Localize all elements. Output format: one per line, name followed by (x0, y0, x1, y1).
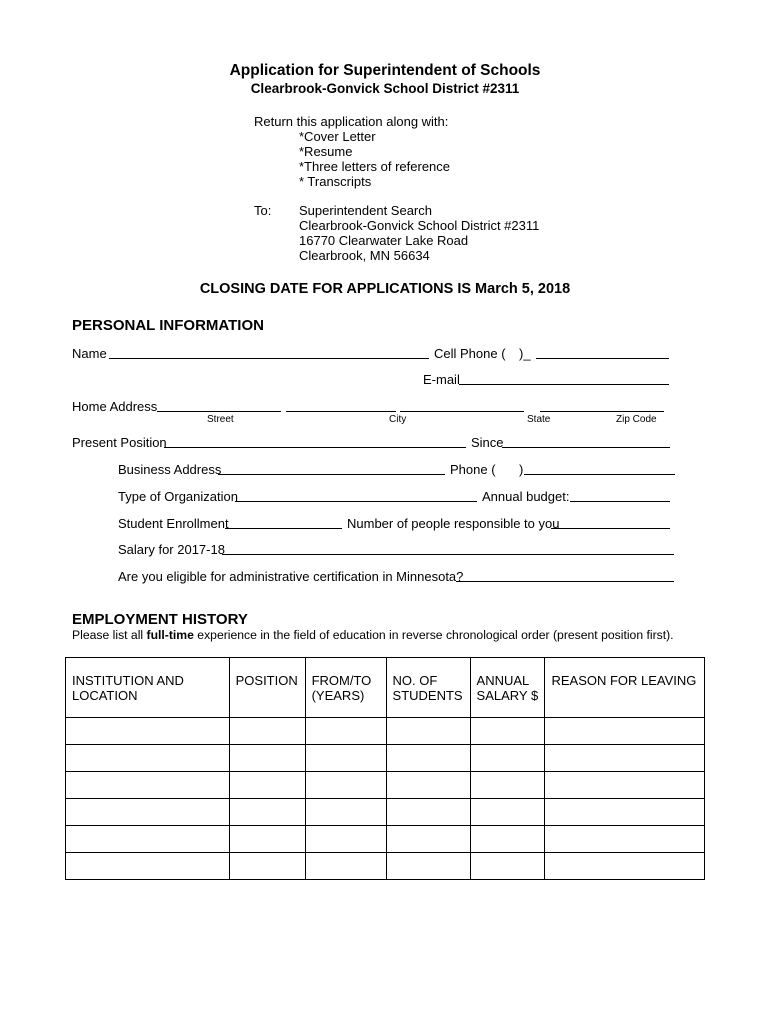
table-cell[interactable] (470, 853, 545, 880)
certification-label: Are you eligible for administrative certification in Minnesota? (118, 569, 464, 584)
table-row (66, 772, 705, 799)
present-position-label: Present Position (72, 435, 167, 450)
table-cell[interactable] (305, 853, 386, 880)
column-header: REASON FOR LEAVING (545, 658, 705, 718)
table-cell[interactable] (470, 772, 545, 799)
table-cell[interactable] (305, 772, 386, 799)
address-line: Superintendent Search (299, 203, 432, 218)
org-type-field[interactable] (235, 501, 477, 502)
table-cell[interactable] (386, 745, 470, 772)
table-cell[interactable] (66, 718, 230, 745)
name-field[interactable] (109, 358, 429, 359)
table-cell[interactable] (545, 772, 705, 799)
table-row (66, 799, 705, 826)
return-item: *Three letters of reference (299, 159, 451, 174)
table-row (66, 718, 705, 745)
address-line: Clearbrook, MN 56634 (299, 248, 430, 263)
table-cell[interactable] (229, 799, 305, 826)
cell-phone-label: Cell Phone ( (434, 346, 506, 361)
table-cell[interactable] (66, 799, 230, 826)
district-name: Clearbrook-Gonvick School District #2311 (250, 81, 520, 96)
table-cell[interactable] (386, 853, 470, 880)
table-cell[interactable] (545, 745, 705, 772)
table-cell[interactable] (470, 826, 545, 853)
to-label: To: (254, 203, 272, 218)
table-cell[interactable] (229, 718, 305, 745)
table-cell[interactable] (66, 826, 230, 853)
closing-date: CLOSING DATE FOR APPLICATIONS IS March 5, 2018 (199, 281, 571, 297)
column-header: FROM/TO (YEARS) (305, 658, 386, 718)
state-field[interactable] (400, 411, 524, 412)
table-cell[interactable] (305, 745, 386, 772)
employment-history-heading: EMPLOYMENT HISTORY (72, 611, 248, 628)
home-address-label: Home Address (72, 399, 158, 414)
table-cell[interactable] (545, 853, 705, 880)
table-cell[interactable] (470, 799, 545, 826)
phone-paren: ) (519, 462, 524, 477)
employment-table (65, 657, 705, 880)
return-item: *Resume (299, 144, 353, 159)
salary-field[interactable] (222, 554, 674, 555)
num-responsible-field[interactable] (551, 528, 670, 529)
state-caption: State (527, 414, 551, 425)
table-cell[interactable] (305, 826, 386, 853)
present-position-field[interactable] (164, 447, 466, 448)
annual-budget-label: Annual budget: (482, 489, 570, 504)
column-header: POSITION (229, 658, 305, 718)
personal-info-heading: PERSONAL INFORMATION (72, 317, 264, 334)
table-cell[interactable] (305, 718, 386, 745)
city-field[interactable] (286, 411, 396, 412)
table-cell[interactable] (470, 718, 545, 745)
certification-field[interactable] (456, 581, 674, 582)
table-cell[interactable] (386, 826, 470, 853)
address-line: Clearbrook-Gonvick School District #2311 (299, 218, 540, 233)
email-label: E-mail (423, 372, 460, 387)
street-field[interactable] (157, 411, 281, 412)
business-address-label: Business Address (118, 462, 222, 477)
table-cell[interactable] (470, 745, 545, 772)
table-cell[interactable] (66, 853, 230, 880)
num-responsible-label: Number of people responsible to you (347, 516, 560, 531)
table-cell[interactable] (386, 718, 470, 745)
student-enrollment-field[interactable] (225, 528, 342, 529)
business-address-field[interactable] (218, 474, 445, 475)
table-cell[interactable] (305, 799, 386, 826)
return-item: *Cover Letter (299, 129, 376, 144)
annual-budget-field[interactable] (570, 501, 670, 502)
table-cell[interactable] (66, 745, 230, 772)
return-item: * Transcripts (299, 174, 372, 189)
city-caption: City (389, 414, 407, 425)
since-field[interactable] (502, 447, 670, 448)
table-cell[interactable] (545, 799, 705, 826)
column-header: NO. OF STUDENTS (386, 658, 470, 718)
table-cell[interactable] (229, 826, 305, 853)
column-header: INSTITUTION AND LOCATION (66, 658, 230, 718)
return-intro: Return this application along with: (254, 114, 449, 129)
table-row (66, 745, 705, 772)
table-cell[interactable] (386, 772, 470, 799)
employment-instruction: Please list all full-time experience in the field of education in reverse chronological order (present position first). (72, 628, 674, 642)
salary-label: Salary for 2017-18 (118, 542, 225, 557)
phone-field[interactable] (524, 474, 675, 475)
table-row (66, 853, 705, 880)
name-label: Name (72, 346, 107, 361)
table-cell[interactable] (545, 718, 705, 745)
table-header-row (66, 658, 705, 718)
zip-field[interactable] (540, 411, 664, 412)
table-cell[interactable] (386, 799, 470, 826)
table-row (66, 826, 705, 853)
phone-label: Phone ( (450, 462, 496, 477)
cell-phone-paren: )_ (519, 346, 531, 361)
street-caption: Street (207, 414, 234, 425)
table-cell[interactable] (229, 772, 305, 799)
student-enrollment-label: Student Enrollment (118, 516, 229, 531)
org-type-label: Type of Organization (118, 489, 238, 504)
table-cell[interactable] (66, 772, 230, 799)
table-cell[interactable] (229, 745, 305, 772)
table-cell[interactable] (545, 826, 705, 853)
address-line: 16770 Clearwater Lake Road (299, 233, 469, 248)
table-cell[interactable] (229, 853, 305, 880)
since-label: Since (471, 435, 504, 450)
form-title: Application for Superintendent of Schools (229, 62, 541, 79)
email-field[interactable] (459, 384, 669, 385)
cell-phone-field[interactable] (536, 358, 669, 359)
zip-caption: Zip Code (616, 414, 657, 425)
column-header: ANNUAL SALARY $ (470, 658, 545, 718)
